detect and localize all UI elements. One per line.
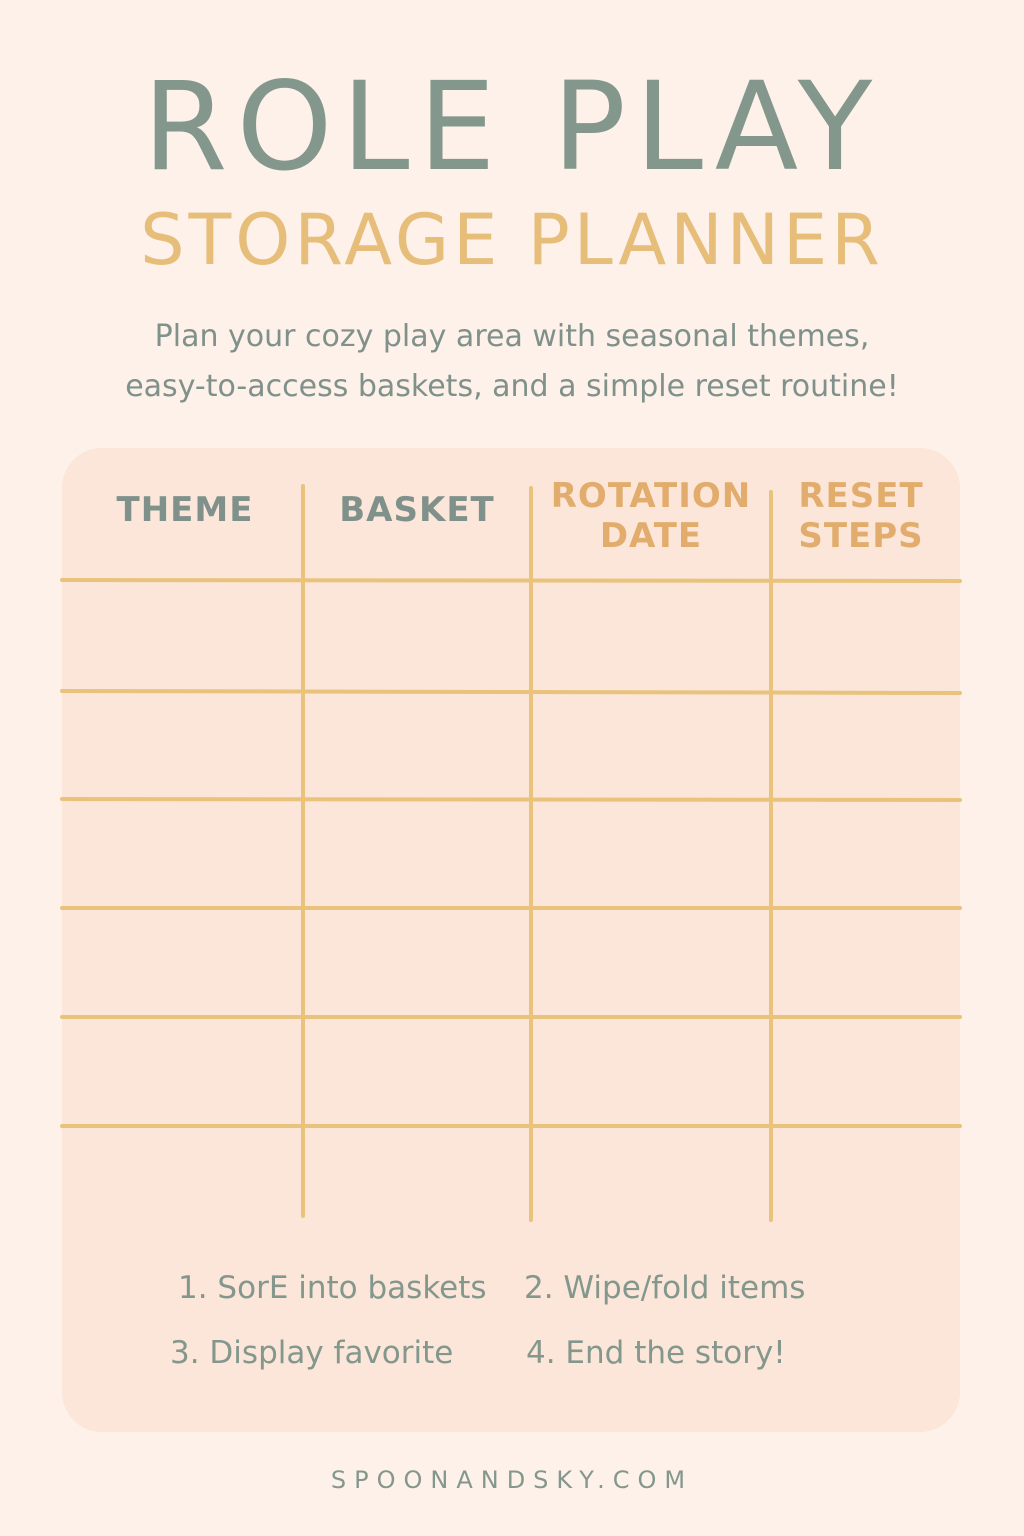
intro-line-2: easy-to-access baskets, and a simple reset routine! (125, 369, 899, 404)
table-cell[interactable] (306, 695, 528, 796)
table-cell[interactable] (774, 1020, 956, 1123)
header-steps-label: STEPS (798, 516, 924, 556)
table-cell[interactable] (306, 1020, 528, 1123)
table-cell[interactable] (534, 911, 768, 1014)
grid-row-line-3 (62, 799, 960, 800)
grid-row-line-1 (62, 580, 960, 581)
table-cell[interactable] (306, 1129, 528, 1215)
page-subtitle: STORAGE PLANNER (140, 199, 884, 281)
table-cell[interactable] (774, 803, 956, 905)
footer-website: SPOONANDSKY.COM (330, 1466, 694, 1494)
table-cell[interactable] (534, 803, 768, 905)
grid-row-line-2 (62, 691, 960, 693)
header-rotation-label: ROTATION (550, 476, 752, 516)
reset-step-4: 4. End the story! (526, 1335, 786, 1371)
table-cell[interactable] (306, 911, 528, 1014)
table-cell[interactable] (66, 695, 300, 796)
table-cell[interactable] (306, 803, 528, 905)
table-cell[interactable] (534, 1129, 768, 1215)
reset-step-2: 2. Wipe/fold items (524, 1270, 806, 1306)
table-cell[interactable] (774, 1129, 956, 1215)
table-cell[interactable] (774, 911, 956, 1014)
header-basket-label: BASKET (339, 490, 495, 530)
header-date-label: DATE (599, 516, 703, 556)
intro-line-1: Plan your cozy play area with seasonal themes, (154, 319, 870, 354)
header-theme-label: THEME (116, 490, 254, 530)
page-title: ROLE PLAY (142, 56, 882, 198)
table-cell[interactable] (534, 695, 768, 796)
table-cell[interactable] (66, 1020, 300, 1123)
table-cell[interactable] (66, 803, 300, 905)
header-reset-label: RESET (798, 476, 924, 516)
table-cell[interactable] (66, 584, 300, 688)
table-cell[interactable] (306, 584, 528, 688)
table-cell[interactable] (66, 911, 300, 1014)
table-cell[interactable] (534, 1020, 768, 1123)
table-cell[interactable] (774, 695, 956, 796)
table-cell[interactable] (534, 584, 768, 688)
reset-step-1: 1. SorE into baskets (178, 1270, 487, 1306)
reset-step-3: 3. Display favorite (170, 1335, 454, 1371)
table-cell[interactable] (66, 1129, 300, 1215)
table-cell[interactable] (774, 584, 956, 688)
